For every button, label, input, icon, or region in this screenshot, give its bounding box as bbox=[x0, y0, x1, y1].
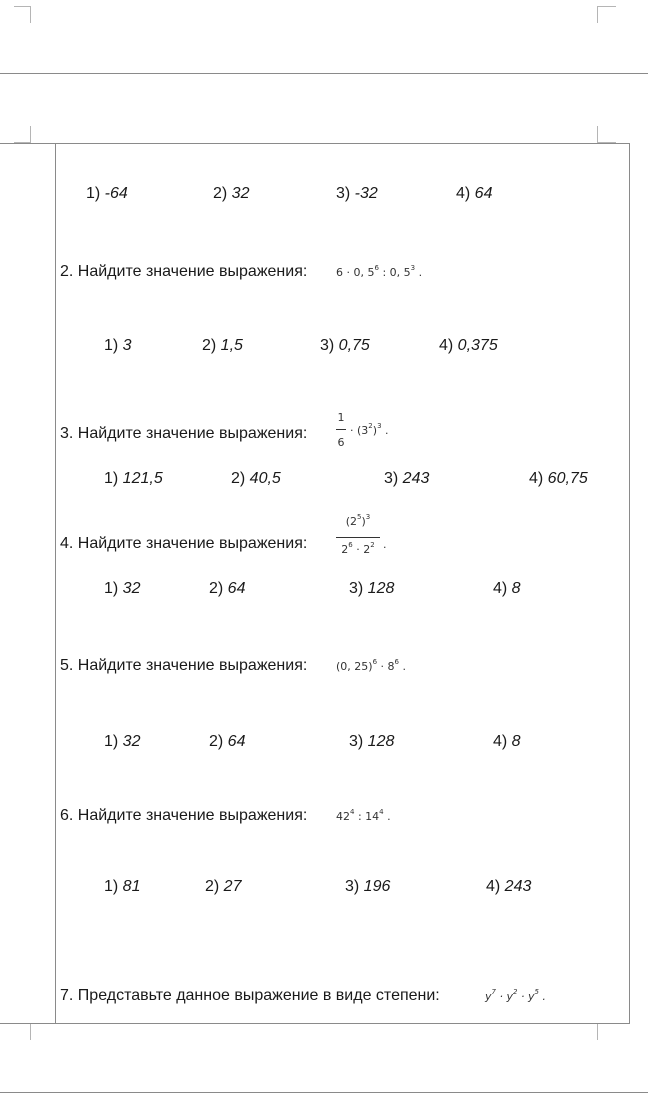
corner-mark-mr bbox=[597, 126, 616, 143]
q5-answer-2: 2) 64 bbox=[209, 733, 246, 750]
frame-top bbox=[0, 143, 630, 144]
q3-fraction-numerator: 1 bbox=[337, 411, 345, 424]
page-divider-top bbox=[0, 73, 648, 74]
q4-fraction-denominator: $2^6 \cdot 2^2$ bbox=[341, 541, 375, 556]
q4-answer-3: 3) 128 bbox=[349, 580, 395, 597]
q3-text: 3. Найдите значение выражения: bbox=[60, 425, 308, 442]
q2-answer-3: 3) 0,75 bbox=[320, 337, 370, 354]
q4-fraction-numerator: $(2^5)^3$ bbox=[345, 513, 371, 528]
q7-text: 7. Представьте данное выражение в виде степени: bbox=[60, 987, 440, 1004]
page-divider-bottom bbox=[0, 1092, 648, 1093]
q5-answer-1: 1) 32 bbox=[104, 733, 141, 750]
corner-mark-ml bbox=[14, 126, 31, 143]
q4-text: 4. Найдите значение выражения: bbox=[60, 535, 308, 552]
q6-answer-2: 2) 27 bbox=[205, 878, 242, 895]
frame-bottom bbox=[0, 1023, 630, 1024]
q5-expression: (0, $25)^6 \cdot 8^6$ . bbox=[336, 658, 407, 673]
q2-answer-4: 4) 0,375 bbox=[439, 337, 498, 354]
q6-text: 6. Найдите значение выражения: bbox=[60, 807, 308, 824]
q2-answer-1: 1) 3 bbox=[104, 337, 132, 354]
q5-answer-3: 3) 128 bbox=[349, 733, 395, 750]
q1-answer-2: 2) 32 bbox=[213, 185, 250, 202]
q3-answer-3: 3) 243 bbox=[384, 470, 430, 487]
q3-answer-4: 4) 60,75 bbox=[529, 470, 588, 487]
q4-answer-4: 4) 8 bbox=[493, 580, 521, 597]
q2-answer-2: 2) 1,5 bbox=[202, 337, 243, 354]
q5-answer-4: 4) 8 bbox=[493, 733, 521, 750]
frame-left-margin bbox=[55, 143, 56, 1024]
corner-mark-tl bbox=[14, 6, 31, 23]
corner-mark-tr bbox=[597, 6, 616, 23]
q5-text: 5. Найдите значение выражения: bbox=[60, 657, 308, 674]
corner-mark-bl bbox=[14, 1024, 31, 1040]
corner-mark-br bbox=[597, 1024, 616, 1040]
q3-fraction-bar bbox=[336, 429, 346, 430]
q1-answer-1: 1) -64 bbox=[86, 185, 128, 202]
q3-answer-1: 1) 121,5 bbox=[104, 470, 163, 487]
q6-answer-1: 1) 81 bbox=[104, 878, 141, 895]
q4-fraction-bar bbox=[336, 537, 380, 538]
q4-period: . bbox=[383, 538, 387, 551]
q6-answer-4: 4) 243 bbox=[486, 878, 532, 895]
q6-expression: $42^4$ : $14^4$ . bbox=[336, 808, 391, 823]
q3-fraction-denominator: 6 bbox=[337, 436, 345, 449]
q2-expression: 6 · 0, $5^6$ : 0, $5^3$ . bbox=[336, 264, 423, 279]
q7-expression: $y^7 \cdot y^2 \cdot y^5$ . bbox=[485, 988, 546, 1003]
q6-answer-3: 3) 196 bbox=[345, 878, 391, 895]
q2-text: 2. Найдите значение выражения: bbox=[60, 263, 308, 280]
q3-expression: · $(3^2)^3$ . bbox=[350, 422, 389, 437]
q1-answer-4: 4) 64 bbox=[456, 185, 493, 202]
frame-right bbox=[629, 143, 630, 1024]
q4-answer-2: 2) 64 bbox=[209, 580, 246, 597]
q4-answer-1: 1) 32 bbox=[104, 580, 141, 597]
q1-answer-3: 3) -32 bbox=[336, 185, 378, 202]
q3-answer-2: 2) 40,5 bbox=[231, 470, 281, 487]
